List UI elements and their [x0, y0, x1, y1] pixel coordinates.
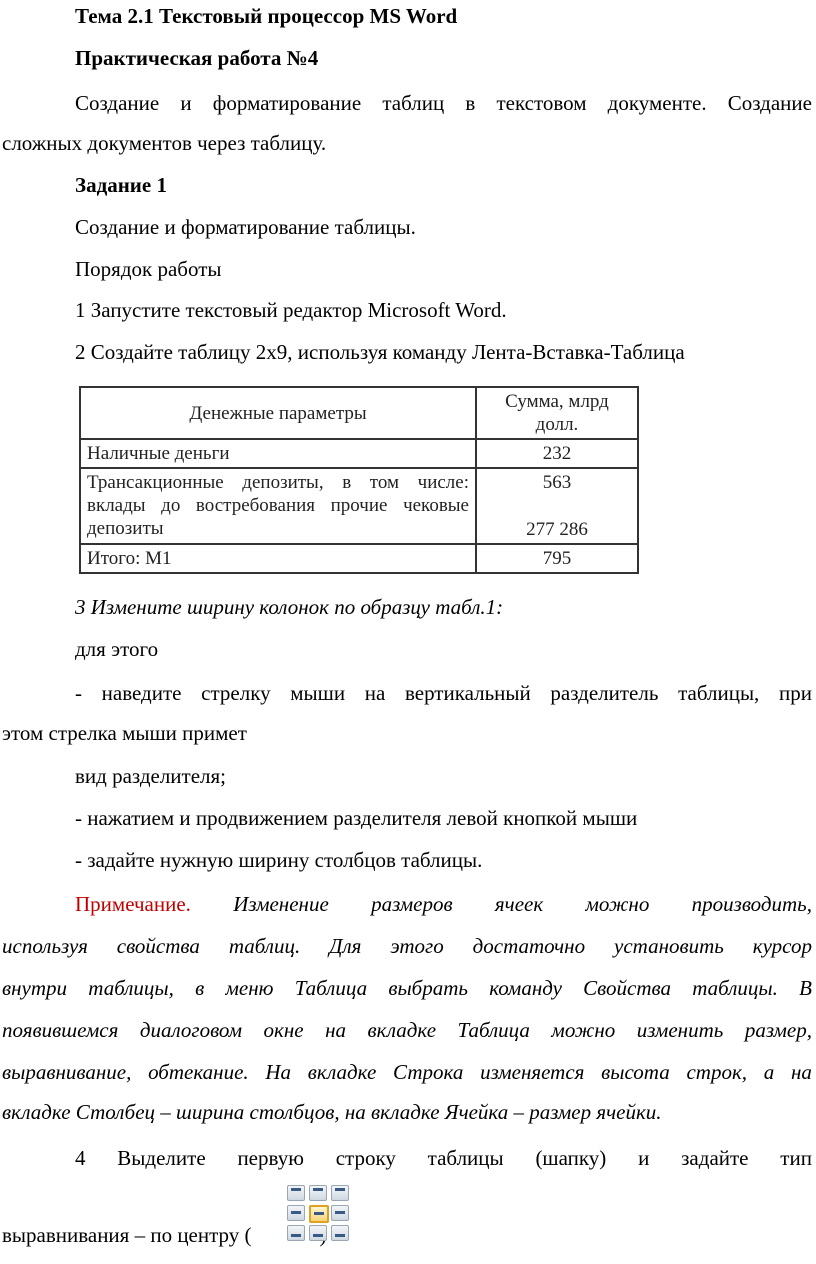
step-4-line-1: 4 Выделите первую строку таблицы (шапку) и задайте тип — [75, 1146, 812, 1170]
intro-line-2: сложных документов через таблицу. — [2, 131, 327, 155]
bullet-1-line-1: - наведите стрелку мыши на вертикальный разделитель таблицы, при — [75, 681, 812, 705]
note-line-6: вкладке Столбец – ширина столбцов, на вкладке Ячейка – размер ячейки. — [2, 1100, 662, 1124]
cell-value: 563 — [542, 472, 572, 493]
money-parameters-table — [79, 386, 639, 574]
align-bottom-left-icon[interactable] — [287, 1225, 305, 1241]
table-cell: 795 — [476, 544, 638, 573]
bullet-3: - задайте нужную ширину столбцов таблицы. — [75, 848, 483, 872]
align-top-left-icon[interactable] — [287, 1185, 305, 1201]
procedure-label: Порядок работы — [75, 257, 222, 281]
note-line-2: используя свойства таблиц. Для этого достаточно установить курсор — [2, 934, 812, 958]
topic-heading: Тема 2.1 Текстовый процессор MS Word — [75, 4, 458, 28]
note-line-4: появившемся диалоговом окне на вкладке Таблица можно изменить размер, — [2, 1018, 812, 1042]
step-4-line-2 — [2, 1225, 327, 1246]
step-1: 1 Запустите текстовый редактор Microsoft Word. — [75, 298, 507, 322]
table-header-cell: Сумма, млрд долл. — [476, 387, 638, 439]
practical-work-title: Практическая работа №4 — [75, 46, 319, 70]
table-header-row — [80, 387, 638, 439]
note-label: Примечание. — [75, 892, 191, 916]
bullet-2: - нажатием и продвижением разделителя левой кнопкой мыши — [75, 806, 638, 830]
table-cell: 232 — [476, 439, 638, 468]
bullet-1-line-2: этом стрелка мыши примет — [2, 721, 247, 745]
note-line-5: выравнивание, обтекание. На вкладке Строка изменяется высота строк, а на — [2, 1060, 812, 1084]
table-row — [80, 468, 638, 544]
step-2: 2 Создайте таблицу 2х9, используя команду Лента-Вставка-Таблица — [75, 340, 685, 364]
table-header-cell: Денежные параметры — [80, 387, 476, 439]
align-middle-right-icon[interactable] — [331, 1205, 349, 1221]
for-this-label: для этого — [75, 637, 159, 661]
task1-description: Создание и форматирование таблицы. — [75, 215, 416, 239]
align-bottom-right-icon[interactable] — [331, 1225, 349, 1241]
align-top-right-icon[interactable] — [331, 1185, 349, 1201]
table-cell: Итого: М1 — [80, 544, 476, 573]
cell-alignment-icons — [287, 1185, 349, 1242]
note-line-1: Примечание. Изменение размеров ячеек можно производить, — [75, 892, 812, 916]
table-cell — [476, 468, 638, 544]
table-row — [80, 544, 638, 573]
align-bottom-center-icon[interactable] — [309, 1225, 327, 1241]
table-cell: Трансакционные депозиты, в том числе: вклады до востребования прочие чековые депозиты — [80, 468, 476, 544]
note-line-3: внутри таблицы, в меню Таблица выбрать команду Свойства таблицы. В — [2, 976, 812, 1000]
table-cell: Наличные деньги — [80, 439, 476, 468]
cell-value: 277 286 — [526, 519, 588, 540]
align-middle-left-icon[interactable] — [287, 1205, 305, 1221]
step-4-prefix: выравнивания – по центру ( — [2, 1223, 252, 1247]
step-3: 3 Измените ширину колонок по образцу табл.1: — [75, 595, 504, 619]
intro-line-1: Создание и форматирование таблиц в текстовом документе. Создание — [75, 91, 812, 115]
task1-title: Задание 1 — [75, 173, 167, 197]
align-top-center-icon[interactable] — [309, 1185, 327, 1201]
align-middle-center-icon[interactable] — [309, 1205, 329, 1223]
table-row — [80, 439, 638, 468]
bullet-1-line-3: вид разделителя; — [75, 764, 227, 788]
